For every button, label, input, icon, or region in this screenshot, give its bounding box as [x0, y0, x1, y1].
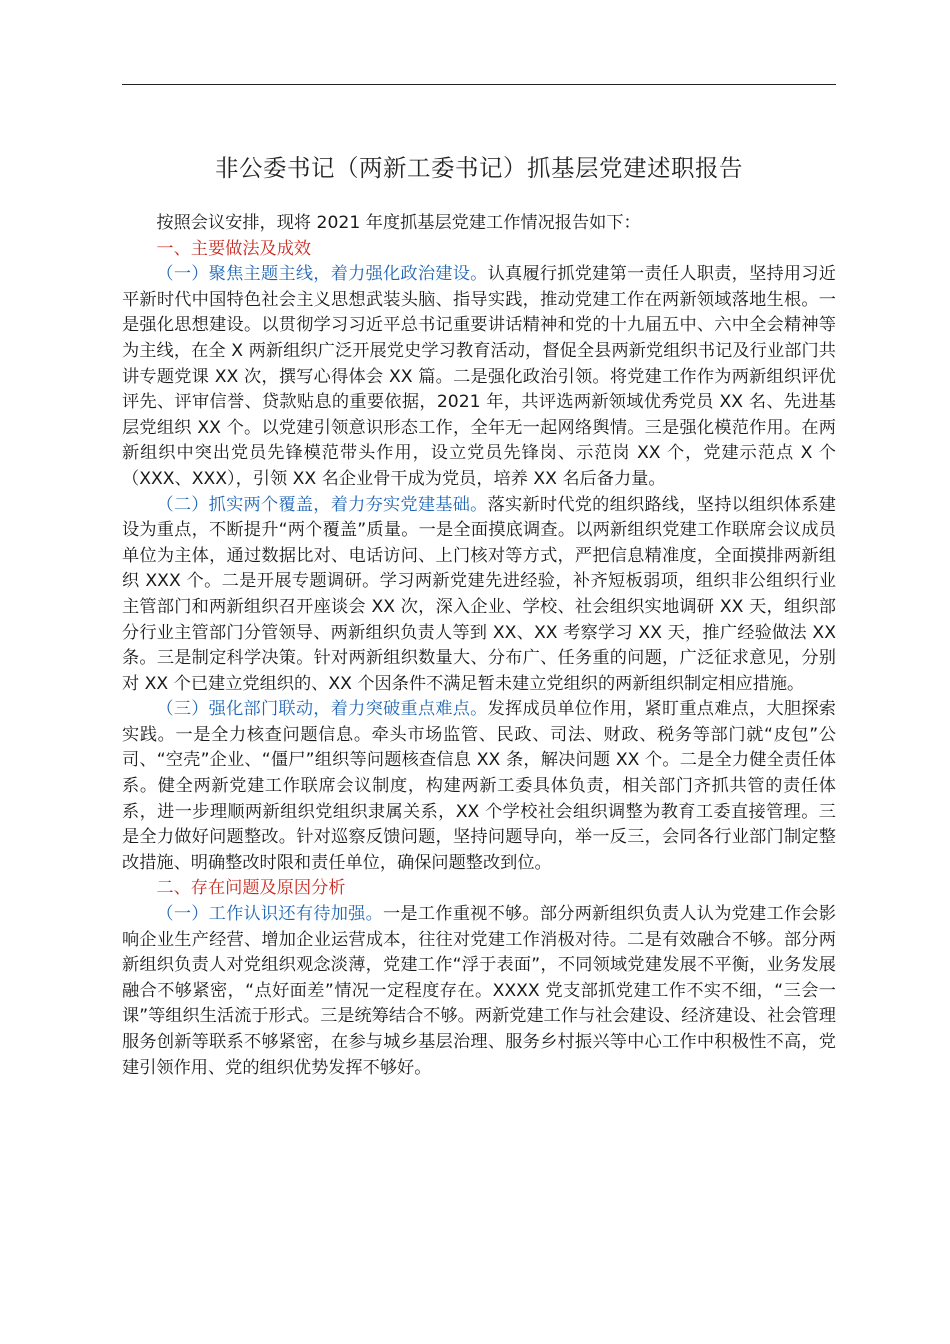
- body-paragraph: [122, 697, 836, 876]
- subsection-heading: （二）抓实两个覆盖，着力夯实党建基础。: [156, 494, 488, 515]
- document-title: 非公委书记（两新工委书记）抓基层党建述职报告: [215, 154, 743, 182]
- paragraph-text: 发挥成员单位作用，紧盯重点难点，大胆探索实践。一是全力核查问题信息。牵头市场监管、民政、司法、财政、税务等部门就“皮包”公司、“空壳”企业、“僵尸”组织等问题核查信息 XX 条，解决问题 XX 个。二是全力健全责任体系。健全两新党建工作联席会议制度，构建两新工委具体负责，相关部门齐抓共管的责任体系，进一步理顺两新组织党组织隶属关系，XX 个学校社会组织调整为教育工委直接管理。三是全力做好问题整改。针对巡察反馈问题，坚持问题导向，举一反三，会同各行业部门制定整改措施、明确整改时限和责任单位，确保问题整改到位。: [122, 699, 836, 873]
- intro-paragraph: 按照会议安排，现将 2021 年度抓基层党建工作情况报告如下：: [156, 213, 641, 233]
- body-paragraph: [122, 902, 836, 1081]
- paragraph-text: 一是工作重视不够。部分两新组织负责人认为党建工作会影响企业生产经营、增加企业运营成本，往往对党建工作消极对待。二是有效融合不够。部分两新组织负责人对党组织观念淡薄，党建工作“浮于表面”，不同领域党建发展不平衡，业务发展融合不够紧密，“点好面差”情况一定程度存在。XXXX 党支部抓党建工作不实不细，“三会一课”等组织生活流于形式。三是统筹结合不够。两新党建工作与社会建设、经济建设、社会管理服务创新等联系不够紧密，在参与城乡基层治理、服务乡村振兴等中心工作中积极性不高，党建引领作用、党的组织优势发挥不够好。: [122, 904, 836, 1078]
- section-heading: 二、存在问题及原因分析: [156, 878, 346, 899]
- header-rule: [122, 84, 836, 85]
- document-body: [122, 211, 836, 1081]
- subsection-heading: （三）强化部门联动，着力突破重点难点。: [156, 699, 488, 720]
- body-paragraph: [122, 262, 836, 492]
- paragraph-text: 落实新时代党的组织路线，坚持以组织体系建设为重点，不断提升“两个覆盖”质量。一是全面摸底调查。以两新组织党建工作联席会议成员单位为主体，通过数据比对、电话访问、上门核对等方式，严把信息精准度，全面摸排两新组织 XXX 个。二是开展专题调研。学习两新党建先进经验，补齐短板弱项，组织非公组织行业主管部门和两新组织召开座谈会 XX 次，深入企业、学校、社会组织实地调研 XX 天，组织部分行业主管部门分管领导、两新组织负责人等到 XX、XX 考察学习 XX 天，推广经验做法 XX 条。三是制定科学决策。针对两新组织数量大、分布广、任务重的问题，广泛征求意见，分别对 XX 个已建立党组织的、XX 个因条件不满足暂未建立党组织的两新组织制定相应措施。: [122, 494, 836, 694]
- paragraph-text: 认真履行抓党建第一责任人职责，坚持用习近平新时代中国特色社会主义思想武装头脑、指导实践，推动党建工作在两新领域落地生根。一是强化思想建设。以贯彻学习习近平总书记重要讲话精神和党的十九届五中、六中全会精神等为主线，在全 X 两新组织广泛开展党史学习教育活动，督促全县两新党组织书记及行业部门共讲专题党课 XX 次，撰写心得体会 XX 篇。二是强化政治引领。将党建工作作为两新组织评优评先、评审信誉、贷款贴息的重要依据，2021 年，共评选两新领域优秀党员 XX 名、先进基层党组织 XX 个。以党建引领意识形态工作，全年无一起网络舆情。三是强化模范作用。在两新组织中突出党员先锋模范带头作用，设立党员先锋岗、示范岗 XX 个，党建示范点 X 个（XXX、XXX），引领 XX 名企业骨干成为党员，培养 XX 名后备力量。: [122, 264, 836, 489]
- section-heading: 一、主要做法及成效: [156, 238, 312, 259]
- subsection-heading: （一）聚焦主题主线，着力强化政治建设。: [156, 264, 488, 285]
- body-paragraph: [122, 493, 836, 698]
- subsection-heading: （一）工作认识还有待加强。: [156, 904, 383, 925]
